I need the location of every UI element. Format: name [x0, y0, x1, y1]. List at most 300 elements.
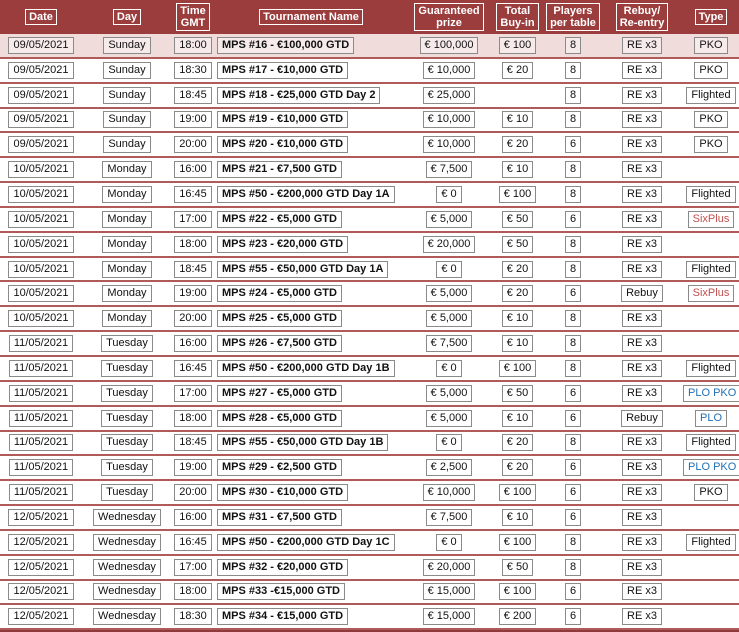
time-cell-value: 16:00 — [174, 509, 212, 526]
rebuy-cell — [601, 481, 683, 506]
day-cell — [82, 556, 172, 581]
date-cell-value: 10/05/2021 — [8, 285, 73, 302]
type-cell — [683, 307, 739, 332]
players-per-table-cell — [545, 432, 601, 457]
buyin-cell-value: € 10 — [502, 335, 533, 352]
day-cell — [82, 109, 172, 134]
players-per-table-cell-value: 6 — [565, 608, 581, 625]
buyin-cell-value: € 100 — [499, 534, 537, 551]
time-cell-value: 16:45 — [174, 186, 212, 203]
buyin-cell-value: € 20 — [502, 285, 533, 302]
rebuy-cell-value: RE x3 — [622, 385, 662, 402]
players-per-table-cell — [545, 307, 601, 332]
day-cell-value: Tuesday — [101, 335, 153, 352]
table-row — [0, 183, 739, 208]
header-type-label: Type — [695, 9, 728, 25]
tournament-name-cell — [214, 84, 408, 109]
players-per-table-cell — [545, 208, 601, 233]
guaranteed-prize-cell — [408, 158, 490, 183]
players-per-table-cell — [545, 581, 601, 606]
header-row — [0, 0, 739, 34]
day-cell-value: Wednesday — [93, 608, 161, 625]
tournament-name-cell — [214, 407, 408, 432]
time-cell — [172, 382, 214, 407]
buyin-cell — [490, 456, 545, 481]
tournament-name-cell — [214, 208, 408, 233]
type-cell — [683, 581, 739, 606]
tournament-name-cell-value: MPS #50 - €200,000 GTD Day 1B — [217, 360, 395, 377]
time-cell-value: 18:00 — [174, 236, 212, 253]
day-cell-value: Tuesday — [101, 360, 153, 377]
rebuy-cell — [601, 382, 683, 407]
type-cell — [683, 407, 739, 432]
rebuy-cell — [601, 581, 683, 606]
guaranteed-prize-cell-value: € 0 — [436, 534, 461, 551]
rebuy-cell — [601, 605, 683, 630]
tournament-name-cell-value: MPS #22 - €5,000 GTD — [217, 211, 342, 228]
guaranteed-prize-cell — [408, 357, 490, 382]
rebuy-cell-value: RE x3 — [622, 111, 662, 128]
date-cell — [0, 109, 82, 134]
table-row — [0, 506, 739, 531]
rebuy-cell — [601, 133, 683, 158]
header-date — [0, 0, 82, 34]
rebuy-cell-value: RE x3 — [622, 62, 662, 79]
date-cell — [0, 183, 82, 208]
tournament-name-cell — [214, 357, 408, 382]
players-per-table-cell-value: 6 — [565, 385, 581, 402]
buyin-cell — [490, 332, 545, 357]
guaranteed-prize-cell-value: € 15,000 — [423, 583, 476, 600]
guaranteed-prize-cell — [408, 382, 490, 407]
table-row — [0, 605, 739, 630]
time-cell-value: 18:45 — [174, 261, 212, 278]
buyin-cell-value: € 100 — [499, 186, 537, 203]
table-row — [0, 481, 739, 506]
time-cell-value: 19:00 — [174, 285, 212, 302]
header-day — [82, 0, 172, 34]
players-per-table-cell — [545, 332, 601, 357]
guaranteed-prize-cell — [408, 282, 490, 307]
type-cell — [683, 158, 739, 183]
date-cell — [0, 208, 82, 233]
guaranteed-prize-cell — [408, 183, 490, 208]
day-cell — [82, 59, 172, 84]
date-cell — [0, 432, 82, 457]
rebuy-cell-value: RE x3 — [622, 136, 662, 153]
guaranteed-prize-cell-value: € 2,500 — [426, 459, 473, 476]
time-cell-value: 20:00 — [174, 136, 212, 153]
type-cell — [683, 332, 739, 357]
guaranteed-prize-cell-value: € 100,000 — [420, 37, 479, 54]
guaranteed-prize-cell — [408, 481, 490, 506]
players-per-table-cell-value: 6 — [565, 484, 581, 501]
header-rebuy-line1: Rebuy/ — [623, 5, 661, 17]
tournament-name-cell-value: MPS #23 - €20,000 GTD — [217, 236, 348, 253]
buyin-cell — [490, 183, 545, 208]
tournament-name-cell-value: MPS #30 - €10,000 GTD — [217, 484, 348, 501]
header-buyin-line2: Buy-in — [500, 17, 535, 29]
guaranteed-prize-cell — [408, 208, 490, 233]
header-buyin-line1: Total — [504, 5, 531, 17]
rebuy-cell — [601, 59, 683, 84]
rebuy-cell-value: RE x3 — [622, 261, 662, 278]
rebuy-cell-value: Rebuy — [621, 410, 663, 427]
tournament-name-cell — [214, 432, 408, 457]
buyin-cell — [490, 506, 545, 531]
header-players — [545, 0, 601, 34]
day-cell — [82, 357, 172, 382]
time-cell-value: 20:00 — [174, 310, 212, 327]
rebuy-cell — [601, 258, 683, 283]
rebuy-cell-value: RE x3 — [622, 509, 662, 526]
time-cell-value: 16:45 — [174, 534, 212, 551]
time-cell — [172, 59, 214, 84]
time-cell-value: 17:00 — [174, 385, 212, 402]
date-cell — [0, 282, 82, 307]
guaranteed-prize-cell — [408, 605, 490, 630]
time-cell — [172, 581, 214, 606]
day-cell — [82, 506, 172, 531]
day-cell-value: Tuesday — [101, 434, 153, 451]
time-cell-value: 17:00 — [174, 211, 212, 228]
header-prize-line1: Guaranteed — [418, 5, 480, 17]
table-row — [0, 258, 739, 283]
table-row — [0, 581, 739, 606]
tournament-name-cell-value: MPS #19 - €10,000 GTD — [217, 111, 348, 128]
type-cell — [683, 84, 739, 109]
rebuy-cell — [601, 282, 683, 307]
time-cell — [172, 332, 214, 357]
players-per-table-cell — [545, 158, 601, 183]
rebuy-cell-value: RE x3 — [622, 434, 662, 451]
date-cell — [0, 332, 82, 357]
guaranteed-prize-cell-value: € 10,000 — [423, 136, 476, 153]
time-cell — [172, 208, 214, 233]
date-cell-value: 11/05/2021 — [9, 459, 73, 476]
day-cell — [82, 258, 172, 283]
players-per-table-cell — [545, 407, 601, 432]
type-cell-value: Flighted — [686, 261, 735, 278]
type-cell-value: Flighted — [686, 434, 735, 451]
header-prize-line2: prize — [436, 17, 462, 29]
players-per-table-cell-value: 6 — [565, 459, 581, 476]
buyin-cell-value: € 10 — [502, 310, 533, 327]
time-cell — [172, 407, 214, 432]
type-cell-value: Flighted — [686, 534, 735, 551]
tournament-name-cell-value: MPS #16 - €100,000 GTD — [217, 37, 354, 54]
tournament-name-cell — [214, 382, 408, 407]
buyin-cell-value: € 50 — [502, 559, 533, 576]
rebuy-cell — [601, 208, 683, 233]
date-cell-value: 11/05/2021 — [9, 385, 73, 402]
header-name-label: Tournament Name — [259, 9, 363, 25]
rebuy-cell-value: RE x3 — [622, 161, 662, 178]
day-cell-value: Wednesday — [93, 583, 161, 600]
day-cell — [82, 208, 172, 233]
header-players-line2: per table — [550, 17, 596, 29]
type-cell — [683, 605, 739, 630]
table-row — [0, 407, 739, 432]
day-cell-value: Monday — [102, 285, 151, 302]
buyin-cell — [490, 59, 545, 84]
header-time — [172, 0, 214, 34]
rebuy-cell-value: RE x3 — [622, 37, 662, 54]
day-cell — [82, 84, 172, 109]
guaranteed-prize-cell-value: € 0 — [436, 360, 461, 377]
type-cell — [683, 556, 739, 581]
players-per-table-cell-value: 8 — [565, 335, 581, 352]
date-cell-value: 10/05/2021 — [8, 236, 73, 253]
tournament-name-cell-value: MPS #26 - €7,500 GTD — [217, 335, 342, 352]
day-cell-value: Wednesday — [93, 509, 161, 526]
day-cell-value: Wednesday — [93, 534, 161, 551]
date-cell-value: 12/05/2021 — [8, 559, 73, 576]
rebuy-cell-value: RE x3 — [622, 534, 662, 551]
time-cell — [172, 456, 214, 481]
date-cell — [0, 233, 82, 258]
rebuy-cell — [601, 307, 683, 332]
tournament-name-cell — [214, 133, 408, 158]
date-cell-value: 10/05/2021 — [8, 261, 73, 278]
players-per-table-cell-value: 6 — [565, 136, 581, 153]
time-cell-value: 20:00 — [174, 484, 212, 501]
type-cell-value: SixPlus — [688, 211, 735, 228]
day-cell-value: Wednesday — [93, 559, 161, 576]
day-cell-value: Sunday — [103, 136, 150, 153]
type-cell — [683, 531, 739, 556]
time-cell — [172, 307, 214, 332]
rebuy-cell — [601, 506, 683, 531]
date-cell — [0, 556, 82, 581]
table-row — [0, 282, 739, 307]
date-cell — [0, 307, 82, 332]
guaranteed-prize-cell — [408, 506, 490, 531]
rebuy-cell-value: RE x3 — [622, 360, 662, 377]
tournament-name-cell — [214, 158, 408, 183]
rebuy-cell — [601, 432, 683, 457]
rebuy-cell-value: RE x3 — [622, 608, 662, 625]
buyin-cell — [490, 208, 545, 233]
type-cell — [683, 133, 739, 158]
tournament-name-cell-value: MPS #33 -€15,000 GTD — [217, 583, 345, 600]
day-cell — [82, 307, 172, 332]
time-cell-value: 18:30 — [174, 608, 212, 625]
type-cell — [683, 59, 739, 84]
time-cell — [172, 432, 214, 457]
rebuy-cell-value: RE x3 — [622, 87, 662, 104]
tournament-name-cell-value: MPS #17 - €10,000 GTD — [217, 62, 348, 79]
rebuy-cell-value: RE x3 — [622, 583, 662, 600]
guaranteed-prize-cell — [408, 432, 490, 457]
day-cell — [82, 531, 172, 556]
table-row — [0, 34, 739, 59]
rebuy-cell-value: RE x3 — [622, 335, 662, 352]
players-per-table-cell-value: 8 — [565, 434, 581, 451]
guaranteed-prize-cell-value: € 20,000 — [423, 236, 476, 253]
day-cell — [82, 581, 172, 606]
buyin-cell — [490, 481, 545, 506]
guaranteed-prize-cell-value: € 5,000 — [426, 310, 473, 327]
buyin-cell-value: € 20 — [502, 62, 533, 79]
date-cell — [0, 481, 82, 506]
header-buyin — [490, 0, 545, 34]
buyin-cell-value: € 100 — [499, 360, 537, 377]
day-cell-value: Sunday — [103, 111, 150, 128]
tournament-name-cell-value: MPS #55 - €50,000 GTD Day 1A — [217, 261, 388, 278]
tournament-name-cell — [214, 531, 408, 556]
tournament-name-cell — [214, 556, 408, 581]
table-row — [0, 357, 739, 382]
guaranteed-prize-cell-value: € 0 — [436, 186, 461, 203]
buyin-cell — [490, 109, 545, 134]
guaranteed-prize-cell-value: € 5,000 — [426, 285, 473, 302]
players-per-table-cell — [545, 109, 601, 134]
players-per-table-cell-value: 8 — [565, 62, 581, 79]
type-cell — [683, 357, 739, 382]
type-cell — [683, 109, 739, 134]
time-cell-value: 16:00 — [174, 335, 212, 352]
day-cell-value: Monday — [102, 161, 151, 178]
players-per-table-cell-value: 8 — [565, 37, 581, 54]
tournament-name-cell — [214, 233, 408, 258]
table-row — [0, 531, 739, 556]
tournament-name-cell-value: MPS #18 - €25,000 GTD Day 2 — [217, 87, 380, 104]
buyin-cell — [490, 158, 545, 183]
guaranteed-prize-cell — [408, 109, 490, 134]
rebuy-cell-value: RE x3 — [622, 484, 662, 501]
rebuy-cell — [601, 158, 683, 183]
type-cell-value: PKO — [694, 136, 727, 153]
buyin-cell — [490, 531, 545, 556]
header-time-line1: Time — [180, 5, 206, 17]
buyin-cell-value: € 50 — [502, 385, 533, 402]
date-cell — [0, 133, 82, 158]
time-cell — [172, 109, 214, 134]
guaranteed-prize-cell — [408, 531, 490, 556]
players-per-table-cell — [545, 183, 601, 208]
time-cell — [172, 158, 214, 183]
date-cell — [0, 581, 82, 606]
type-cell — [683, 456, 739, 481]
players-per-table-cell — [545, 456, 601, 481]
buyin-cell-value: € 100 — [499, 37, 537, 54]
type-cell-value: PKO — [694, 111, 727, 128]
time-cell — [172, 481, 214, 506]
table-row — [0, 84, 739, 109]
day-cell — [82, 605, 172, 630]
tournament-name-cell — [214, 506, 408, 531]
date-cell-value: 12/05/2021 — [8, 608, 73, 625]
date-cell-value: 11/05/2021 — [9, 410, 73, 427]
players-per-table-cell-value: 8 — [565, 161, 581, 178]
table-row — [0, 233, 739, 258]
time-cell-value: 19:00 — [174, 111, 212, 128]
day-cell-value: Tuesday — [101, 459, 153, 476]
day-cell — [82, 407, 172, 432]
type-cell-value: Flighted — [686, 87, 735, 104]
guaranteed-prize-cell-value: € 0 — [436, 261, 461, 278]
guaranteed-prize-cell-value: € 0 — [436, 434, 461, 451]
players-per-table-cell-value: 8 — [565, 310, 581, 327]
tournament-name-cell — [214, 34, 408, 59]
guaranteed-prize-cell-value: € 7,500 — [426, 509, 473, 526]
table-row — [0, 208, 739, 233]
buyin-cell — [490, 605, 545, 630]
date-cell-value: 09/05/2021 — [8, 136, 73, 153]
day-cell — [82, 382, 172, 407]
table-row — [0, 556, 739, 581]
day-cell — [82, 158, 172, 183]
players-per-table-cell — [545, 382, 601, 407]
header-players-line1: Players — [553, 5, 593, 17]
date-cell-value: 09/05/2021 — [8, 111, 73, 128]
buyin-cell-value: € 10 — [502, 111, 533, 128]
type-cell-value: PLO PKO — [683, 459, 739, 476]
guaranteed-prize-cell — [408, 258, 490, 283]
players-per-table-cell-value: 6 — [565, 211, 581, 228]
buyin-cell-value: € 10 — [502, 161, 533, 178]
type-cell-value: Flighted — [686, 186, 735, 203]
tournament-name-cell — [214, 258, 408, 283]
tournament-name-cell — [214, 282, 408, 307]
day-cell-value: Tuesday — [101, 484, 153, 501]
guaranteed-prize-cell — [408, 34, 490, 59]
table-row — [0, 432, 739, 457]
players-per-table-cell — [545, 84, 601, 109]
guaranteed-prize-cell-value: € 5,000 — [426, 385, 473, 402]
tournament-name-cell — [214, 332, 408, 357]
players-per-table-cell-value: 8 — [565, 111, 581, 128]
schedule-body — [0, 34, 739, 630]
time-cell — [172, 183, 214, 208]
buyin-cell-value: € 20 — [502, 136, 533, 153]
date-cell-value: 10/05/2021 — [8, 211, 73, 228]
tournament-name-cell — [214, 307, 408, 332]
rebuy-cell — [601, 456, 683, 481]
date-cell — [0, 84, 82, 109]
type-cell-value: PKO — [694, 37, 727, 54]
time-cell — [172, 556, 214, 581]
buyin-cell-value: € 100 — [499, 583, 537, 600]
buyin-cell — [490, 307, 545, 332]
players-per-table-cell-value: 8 — [565, 186, 581, 203]
players-per-table-cell-value: 8 — [565, 87, 581, 104]
guaranteed-prize-cell-value: € 25,000 — [423, 87, 476, 104]
date-cell — [0, 59, 82, 84]
buyin-cell — [490, 432, 545, 457]
date-cell — [0, 407, 82, 432]
date-cell-value: 12/05/2021 — [8, 583, 73, 600]
buyin-cell-value: € 20 — [502, 459, 533, 476]
buyin-cell — [490, 258, 545, 283]
time-cell — [172, 605, 214, 630]
time-cell — [172, 531, 214, 556]
day-cell-value: Sunday — [103, 87, 150, 104]
players-per-table-cell-value: 6 — [565, 285, 581, 302]
header-rebuy — [601, 0, 683, 34]
date-cell-value: 11/05/2021 — [9, 434, 73, 451]
time-cell-value: 18:45 — [174, 434, 212, 451]
buyin-cell-value: € 50 — [502, 236, 533, 253]
time-cell-value: 16:45 — [174, 360, 212, 377]
rebuy-cell-value: Rebuy — [621, 285, 663, 302]
time-cell-value: 18:00 — [174, 410, 212, 427]
time-cell — [172, 282, 214, 307]
header-prize-box — [414, 3, 483, 31]
rebuy-cell-value: RE x3 — [622, 186, 662, 203]
type-cell — [683, 34, 739, 59]
